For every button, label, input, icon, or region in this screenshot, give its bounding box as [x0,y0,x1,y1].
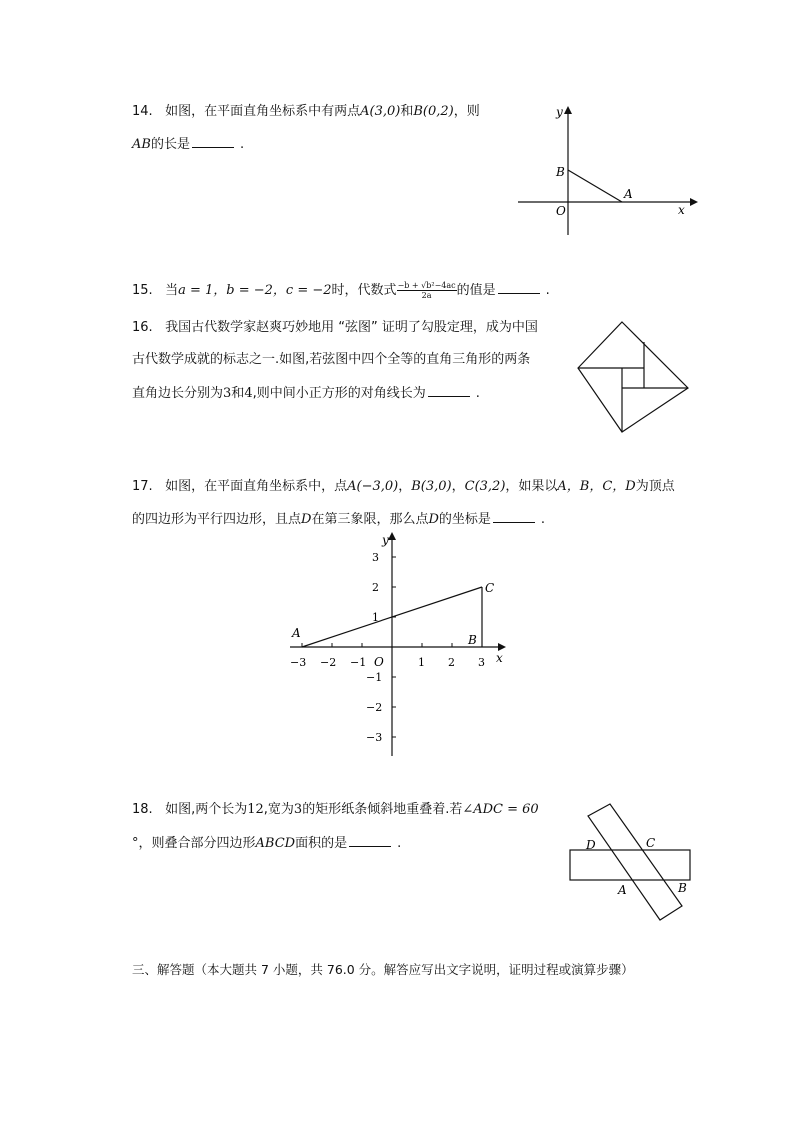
q14-text: 如图，在平面直角坐标系中有两点 [165,104,361,119]
q18-text1b: ,宽为 [263,802,294,817]
q17-ytick-label: 3 [372,551,379,564]
q14-x-arrow [690,198,698,206]
q17-label-o: O [374,655,384,669]
q16-outer-square [578,322,688,432]
q17-xtick-label: 2 [448,656,455,669]
q14-label-x: x [678,203,685,217]
q15-numerator: −b + √b²−4ac [397,281,456,290]
q16-and: 和 [231,386,245,401]
q14-label-a: A [624,187,633,201]
q14-point-b: B(0,2) [413,104,454,119]
q17-label-b: B [468,633,477,647]
q18-tilted-strip [588,804,682,920]
q17-figure [280,530,520,762]
q18-end: . [397,836,402,851]
q14-text2: 的长是 [150,137,190,152]
q17-d1: D [301,512,312,527]
q14-number: 14. [132,104,153,119]
section-3-heading: 三、解答题（本大题共 7 小题，共 76.0 分。解答应写出文字说明，证明过程或演算步骤） [132,962,634,977]
q18-answer-blank[interactable] [349,834,391,847]
q17-ytick-label: −1 [366,671,383,684]
q17-text1c: 为顶点 [635,479,675,494]
q15-denominator: 2a [421,291,432,300]
q14-label-b: B [556,165,565,179]
q15-end: . [545,283,550,298]
q17-sep1: ， [398,479,412,494]
q18-label-a: A [618,883,627,897]
q16-end: . [475,386,480,401]
q17-text2a: 的四边形为平行四边形，且点 [132,512,302,527]
q17-text1: 如图，在平面直角坐标系中，点 [165,479,348,494]
q17-number: 17. [132,479,153,494]
q15-fraction [397,281,457,300]
q14-label-y: y [556,105,563,119]
q18-text2b: 面积的是 [295,836,348,851]
q17-line1 [132,479,675,495]
q17-end: . [540,512,546,527]
q16-answer-blank[interactable] [428,384,470,397]
q16-line3 [132,384,480,402]
q17-ytick-label: −3 [366,731,383,744]
q14-text-tail: ，则 [453,104,480,119]
q17-text2c: 的坐标是 [438,512,491,527]
q17-text1b: ，如果以 [505,479,558,494]
q18-number: 18. [132,802,153,817]
q16-line2 [132,352,530,368]
q17-point-b: B(3,0) [411,479,452,494]
q16-figure-string-diagram [574,318,694,438]
q15-text1: 当 [165,283,179,298]
q17-ytick-label: 2 [372,581,379,594]
q16-line1 [132,320,538,336]
q18-line2 [132,834,401,852]
q18-text2a: °，则叠合部分四边形 [132,836,256,851]
q17-point-a: A(−3,0) [347,479,399,494]
q17-y-arrow [388,532,396,540]
q17-ytick-label: 1 [372,611,379,624]
q16-text2: 古代数学成就的标志之一.如图,若弦图中四个全等的直角三角形的两条 [132,352,531,367]
q17-label-a: A [292,626,301,640]
q16-text3a: 直角边长分别为 [132,386,224,401]
q14-label-o: O [556,204,566,218]
q17-xtick-label: −2 [320,656,337,669]
q14-point-a: A(3,0) [360,104,401,119]
q14-line2 [132,135,244,153]
q17-point-c: C(3,2) [464,479,506,494]
q15-text2: 时，代数式 [331,283,397,298]
q18-text1a: 如图,两个长为 [165,802,248,817]
q17-label-c: C [485,581,495,595]
q18-angle: ∠ADC = 60 [462,802,539,817]
q17-xtick-label: −3 [290,656,307,669]
q18-horizontal-strip [570,850,690,880]
q18-value-3: 3 [293,802,303,817]
q17-text2b: 在第三象限，那么点 [311,512,429,527]
q16-text1: 我国古代数学家赵爽巧妙地用 “弦图” 证明了勾股定理，成为中国 [165,320,538,335]
q17-line2 [132,510,545,528]
q14-and: 和 [400,104,414,119]
q18-line1 [132,802,539,818]
q17-xtick-label: −1 [350,656,367,669]
q17-d2: D [428,512,439,527]
q17-label-x: x [496,651,503,665]
q14-answer-blank[interactable] [192,135,234,148]
q15-text3: 的值是 [456,283,496,298]
q15-line [132,281,550,300]
q16-value-3: 3 [223,386,232,401]
q18-label-b: B [678,881,687,895]
q14-ab: AB [132,137,151,152]
q14-line1 [132,104,480,120]
q18-text1c: 的矩形纸条倾斜地重叠着.若 [302,802,463,817]
q14-end: . [239,137,245,152]
q17-sep2: ， [451,479,465,494]
q16-value-4: 4 [244,386,253,401]
q18-quad: ABCD [255,836,296,851]
q17-answer-blank[interactable] [493,510,535,523]
q17-label-y: y [382,533,389,547]
q18-value-12: 12 [247,802,264,817]
q17-ytick-label: −2 [366,701,383,714]
q17-x-arrow [498,643,506,651]
q14-y-arrow [564,106,572,114]
q18-label-d: D [586,838,596,852]
q16-number: 16. [132,320,153,335]
q17-points: A，B，C，D [557,479,636,494]
q15-conditions: a = 1，b = −2，c = −2 [178,283,332,298]
q17-xtick-label: 1 [418,656,425,669]
q16-text3b: ,则中间小正方形的对角线长为 [252,386,426,401]
q18-figure [564,800,696,924]
q14-segment-ab [568,170,622,202]
q17-xtick-label: 3 [478,656,485,669]
q14-figure [510,100,710,240]
q15-answer-blank[interactable] [498,281,540,294]
q18-label-c: C [646,836,656,850]
q15-number: 15. [132,283,153,298]
